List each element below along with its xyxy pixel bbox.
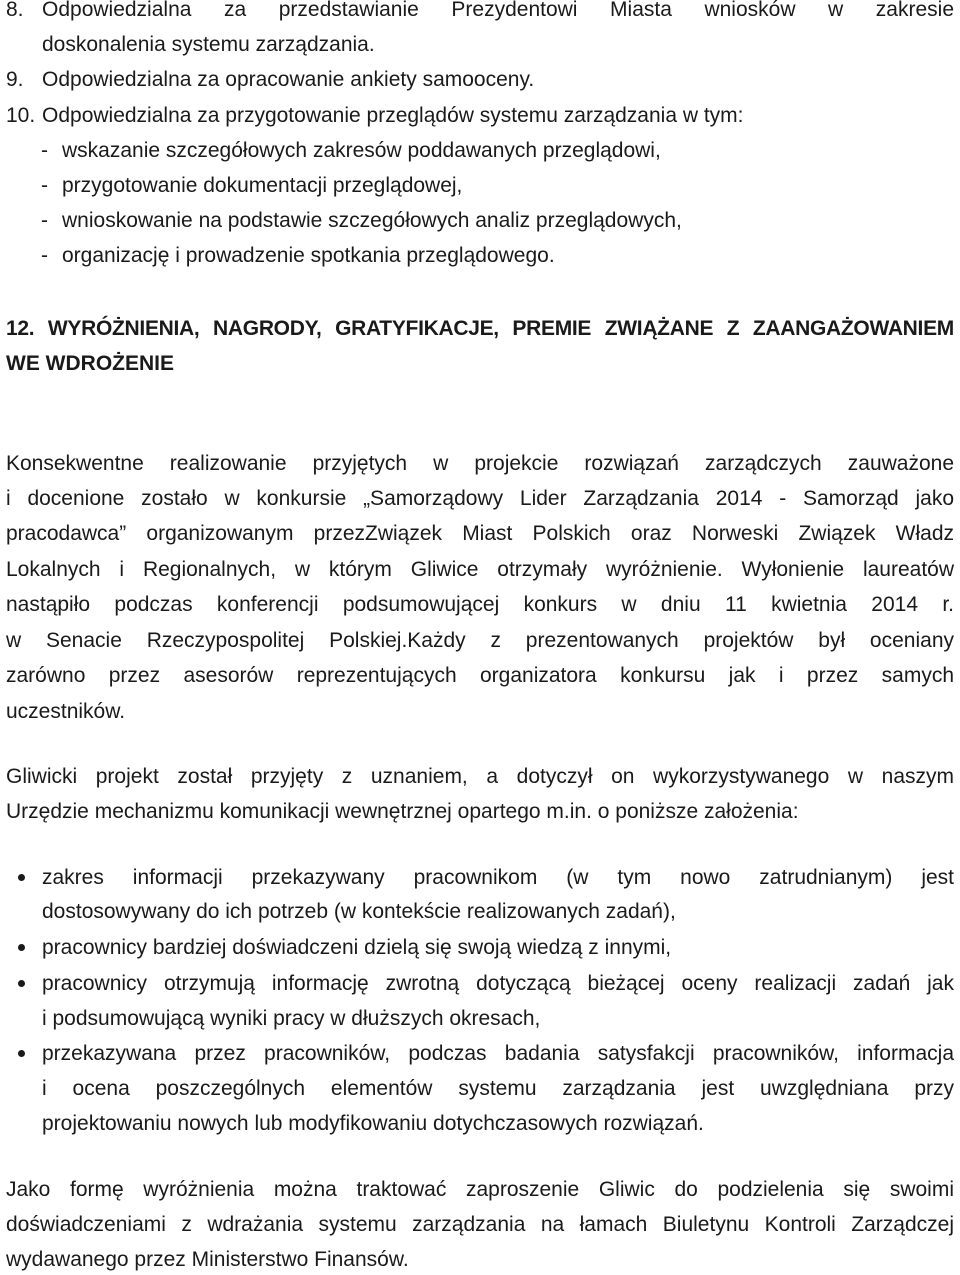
bullet-text: pracownicy otrzymują informację zwrotną dotyczącą bieżącej oceny realizacji zadań jak <box>42 972 954 995</box>
list-item-9 <box>0 66 960 94</box>
sub-item-text: wskazanie szczegółowych zakresów poddawanych przeglądowi, <box>62 139 661 162</box>
paragraph-line: Urzędzie mechanizmu komunikacji wewnętrznej opartego m.in. o poniższe założenia: <box>6 800 799 823</box>
paragraph-line: pracodawca” organizowanym przezZwiązek Miast Polskich oraz Norweski Związek Władz <box>6 522 954 545</box>
paragraph-line: zarówno przez asesorów reprezentujących organizatora konkursu jak i przez samych <box>6 664 954 687</box>
sub-item-text: organizację i prowadzenie spotkania przeglądowego. <box>62 244 555 267</box>
dash-marker: - <box>41 209 48 232</box>
paragraph-line: i docenione zostało w konkursie „Samorządowy Lider Zarządzania 2014 - Samorząd jako <box>6 487 954 510</box>
dash-marker: - <box>41 174 48 197</box>
paragraph-line: Lokalnych i Regionalnych, w którym Gliwice otrzymały wyróżnienie. Wyłonienie laureatów <box>6 558 954 581</box>
paragraph-line: Jako formę wyróżnienia można traktować zaproszenie Gliwic do podzielenia się swoimi <box>6 1178 954 1201</box>
list-item-10 <box>0 102 960 130</box>
sub-item-3 <box>0 207 960 235</box>
bullet-dot-icon <box>18 874 25 881</box>
list-number: 9. <box>6 68 24 91</box>
paragraph-line: Gliwicki projekt został przyjęty z uznaniem, a dotyczył on wykorzystywanego w naszym <box>6 765 954 788</box>
bullet-dot-icon <box>18 980 25 987</box>
bullet-text: przekazywana przez pracowników, podczas badania satysfakcji pracowników, informacja <box>42 1042 954 1065</box>
bullet-dot-icon <box>18 944 25 951</box>
section-heading-continuation: WE WDROŻENIE <box>6 352 174 375</box>
paragraph-line: w Senacie Rzeczypospolitej Polskiej.Każdy z prezentowanych projektów był oceniany <box>6 629 954 652</box>
paragraph-line: uczestników. <box>6 700 126 723</box>
section-heading: 12. WYRÓŻNIENIA, NAGRODY, GRATYFIKACJE, PREMIE ZWIĄŻANE Z ZAANGAŻOWANIEM <box>6 317 954 340</box>
sub-item-text: przygotowanie dokumentacji przeglądowej, <box>62 174 463 197</box>
bullet-dot-icon <box>18 1050 25 1057</box>
list-item-8-continuation: doskonalenia systemu zarządzania. <box>42 33 375 56</box>
bullet-text: dostosowywany do ich potrzeb (w kontekście realizowanych zadań), <box>42 900 676 923</box>
paragraph-line: wydawanego przez Ministerstwo Finansów. <box>6 1248 409 1271</box>
bullet-text: zakres informacji przekazywany pracownikom (w tym nowo zatrudnianym) jest <box>42 866 954 889</box>
paragraph-line: nastąpiło podczas konferencji podsumowującej konkurs w dniu 11 kwietnia 2014 r. <box>6 593 954 616</box>
list-number: 8. <box>6 0 24 21</box>
paragraph-line: doświadczeniami z wdrażania systemu zarządzania na łamach Biuletynu Kontroli Zarządczej <box>6 1213 954 1236</box>
sub-item-text: wnioskowanie na podstawie szczegółowych analiz przeglądowych, <box>62 209 682 232</box>
sub-item-1 <box>0 137 960 165</box>
list-item-text: Odpowiedzialna za opracowanie ankiety samooceny. <box>42 68 535 91</box>
dash-marker: - <box>41 139 48 162</box>
sub-item-2 <box>0 172 960 200</box>
sub-item-4 <box>0 242 960 270</box>
bullet-text: pracownicy bardziej doświadczeni dzielą się swoją wiedzą z innymi, <box>42 936 672 959</box>
bullet-text: projektowaniu nowych lub modyfikowaniu dotychczasowych rozwiązań. <box>42 1112 704 1135</box>
dash-marker: - <box>41 244 48 267</box>
list-item-8 <box>0 0 960 24</box>
bullet-text: i ocena poszczególnych elementów systemu zarządzania jest uwzględniana przy <box>42 1077 954 1100</box>
bullet-text: i podsumowującą wyniki pracy w dłuższych okresach, <box>42 1007 541 1030</box>
list-number: 10. <box>6 104 36 127</box>
paragraph-line: Konsekwentne realizowanie przyjętych w projekcie rozwiązań zarządczych zauważone <box>6 452 954 475</box>
list-item-text: Odpowiedzialna za przygotowanie przeglądów systemu zarządzania w tym: <box>42 104 744 127</box>
list-item-text: Odpowiedzialna za przedstawianie Prezydentowi Miasta wniosków w zakresie <box>42 0 954 21</box>
